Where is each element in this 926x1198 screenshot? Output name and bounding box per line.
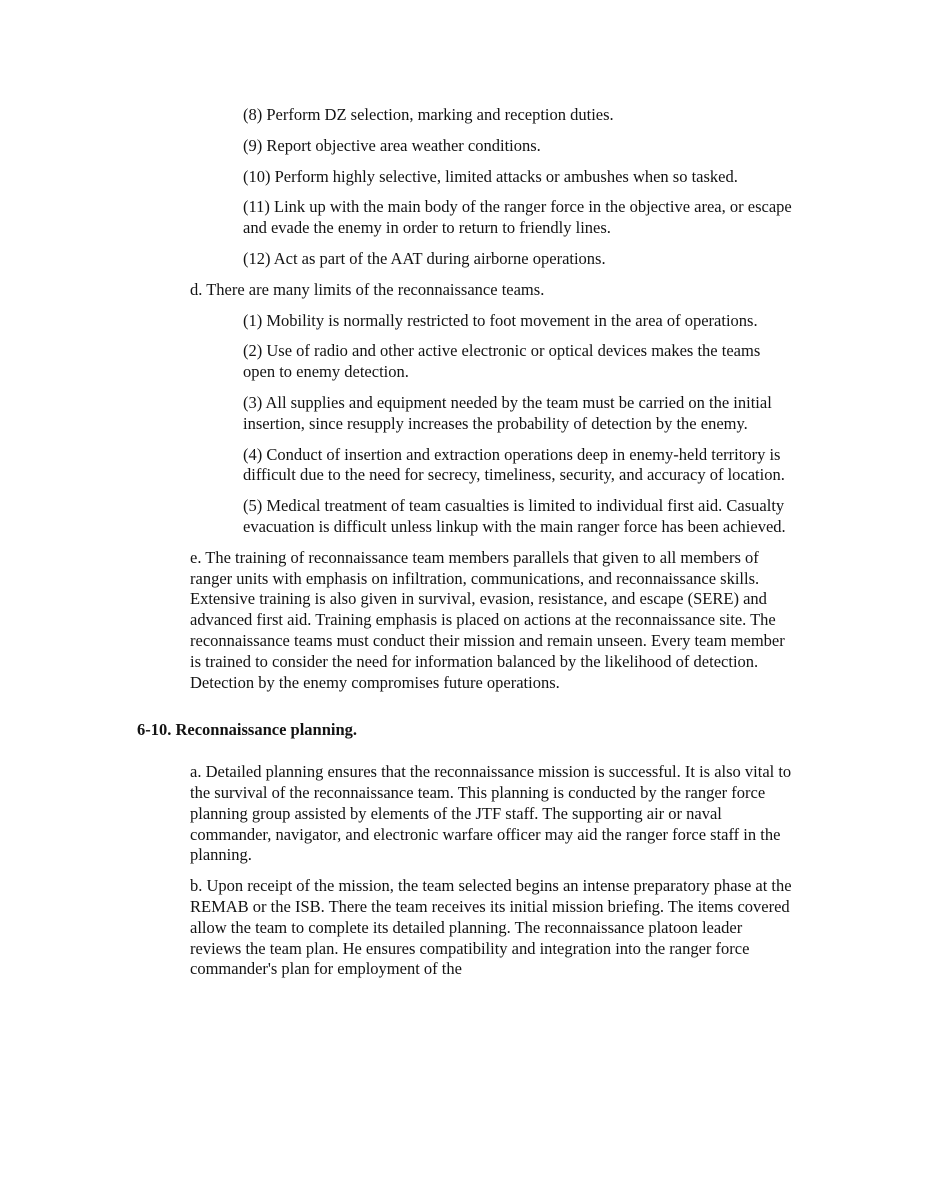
paragraph-b: b. Upon receipt of the mission, the team selected begins an intense preparatory phase at the REMAB or the ISB. There the team receives its initial mission briefing. The items covered allow the team to complete its detailed planning. The reconnaissance platoon leader reviews the team plan. He ensures compatibility and integration into the ranger force commander's plan for employment of the [190,876,792,979]
list-item-3: (3) All supplies and equipment needed by the team must be carried on the initial insertion, since resupply increases the probability of detection by the enemy. [243,392,772,433]
list-item-4: (4) Conduct of insertion and extraction operations deep in enemy-held territory is difficult due to the need for secrecy, timeliness, security, and accuracy of location. [243,444,785,485]
list-item-2: (2) Use of radio and other active electronic or optical devices makes the teams open to enemy detection. [243,341,761,382]
paragraph-a: a. Detailed planning ensures that the reconnaissance mission is successful. It is also vital to the survival of the reconnaissance team. This planning is conducted by the ranger force planning group assisted by elements of the JTF staff. The supporting air or naval commander, navigator, and electronic warfare officer may aid the ranger force staff in the planning. [190,762,792,865]
list-item-12: (12) Act as part of the AAT during airborne operations. [243,248,606,268]
list-item-8: (8) Perform DZ selection, marking and reception duties. [243,105,614,124]
list-item-10: (10) Perform highly selective, limited attacks or ambushes when so tasked. [243,166,738,186]
list-item-1: (1) Mobility is normally restricted to foot movement in the area of operations. [243,310,758,330]
paragraph-e: e. The training of reconnaissance team members parallels that given to all members of ranger units with emphasis on infiltration, communications, and reconnaissance skills. Extensive training is also given in survival, evasion, resistance, and escape (SERE) and advanced first aid. Training emphasis is placed on actions at the reconnaissance site. The reconnaissance teams must conduct their mission and remain unseen. Every team member is trained to consider the need for information balanced by the likelihood of detection. Detection by the enemy compromises future operations. [190,547,785,692]
list-item-5: (5) Medical treatment of team casualties is limited to individual first aid. Casualty evacuation is difficult unless linkup with the main ranger force has been achieved. [243,496,786,536]
section-heading: 6-10. Reconnaissance planning. [137,720,358,740]
list-item-9: (9) Report objective area weather conditions. [243,135,541,155]
list-item-11: (11) Link up with the main body of the ranger force in the objective area, or escape and evade the enemy in order to return to friendly lines. [243,197,792,238]
paragraph-d: d. There are many limits of the reconnaissance teams. [190,279,545,299]
